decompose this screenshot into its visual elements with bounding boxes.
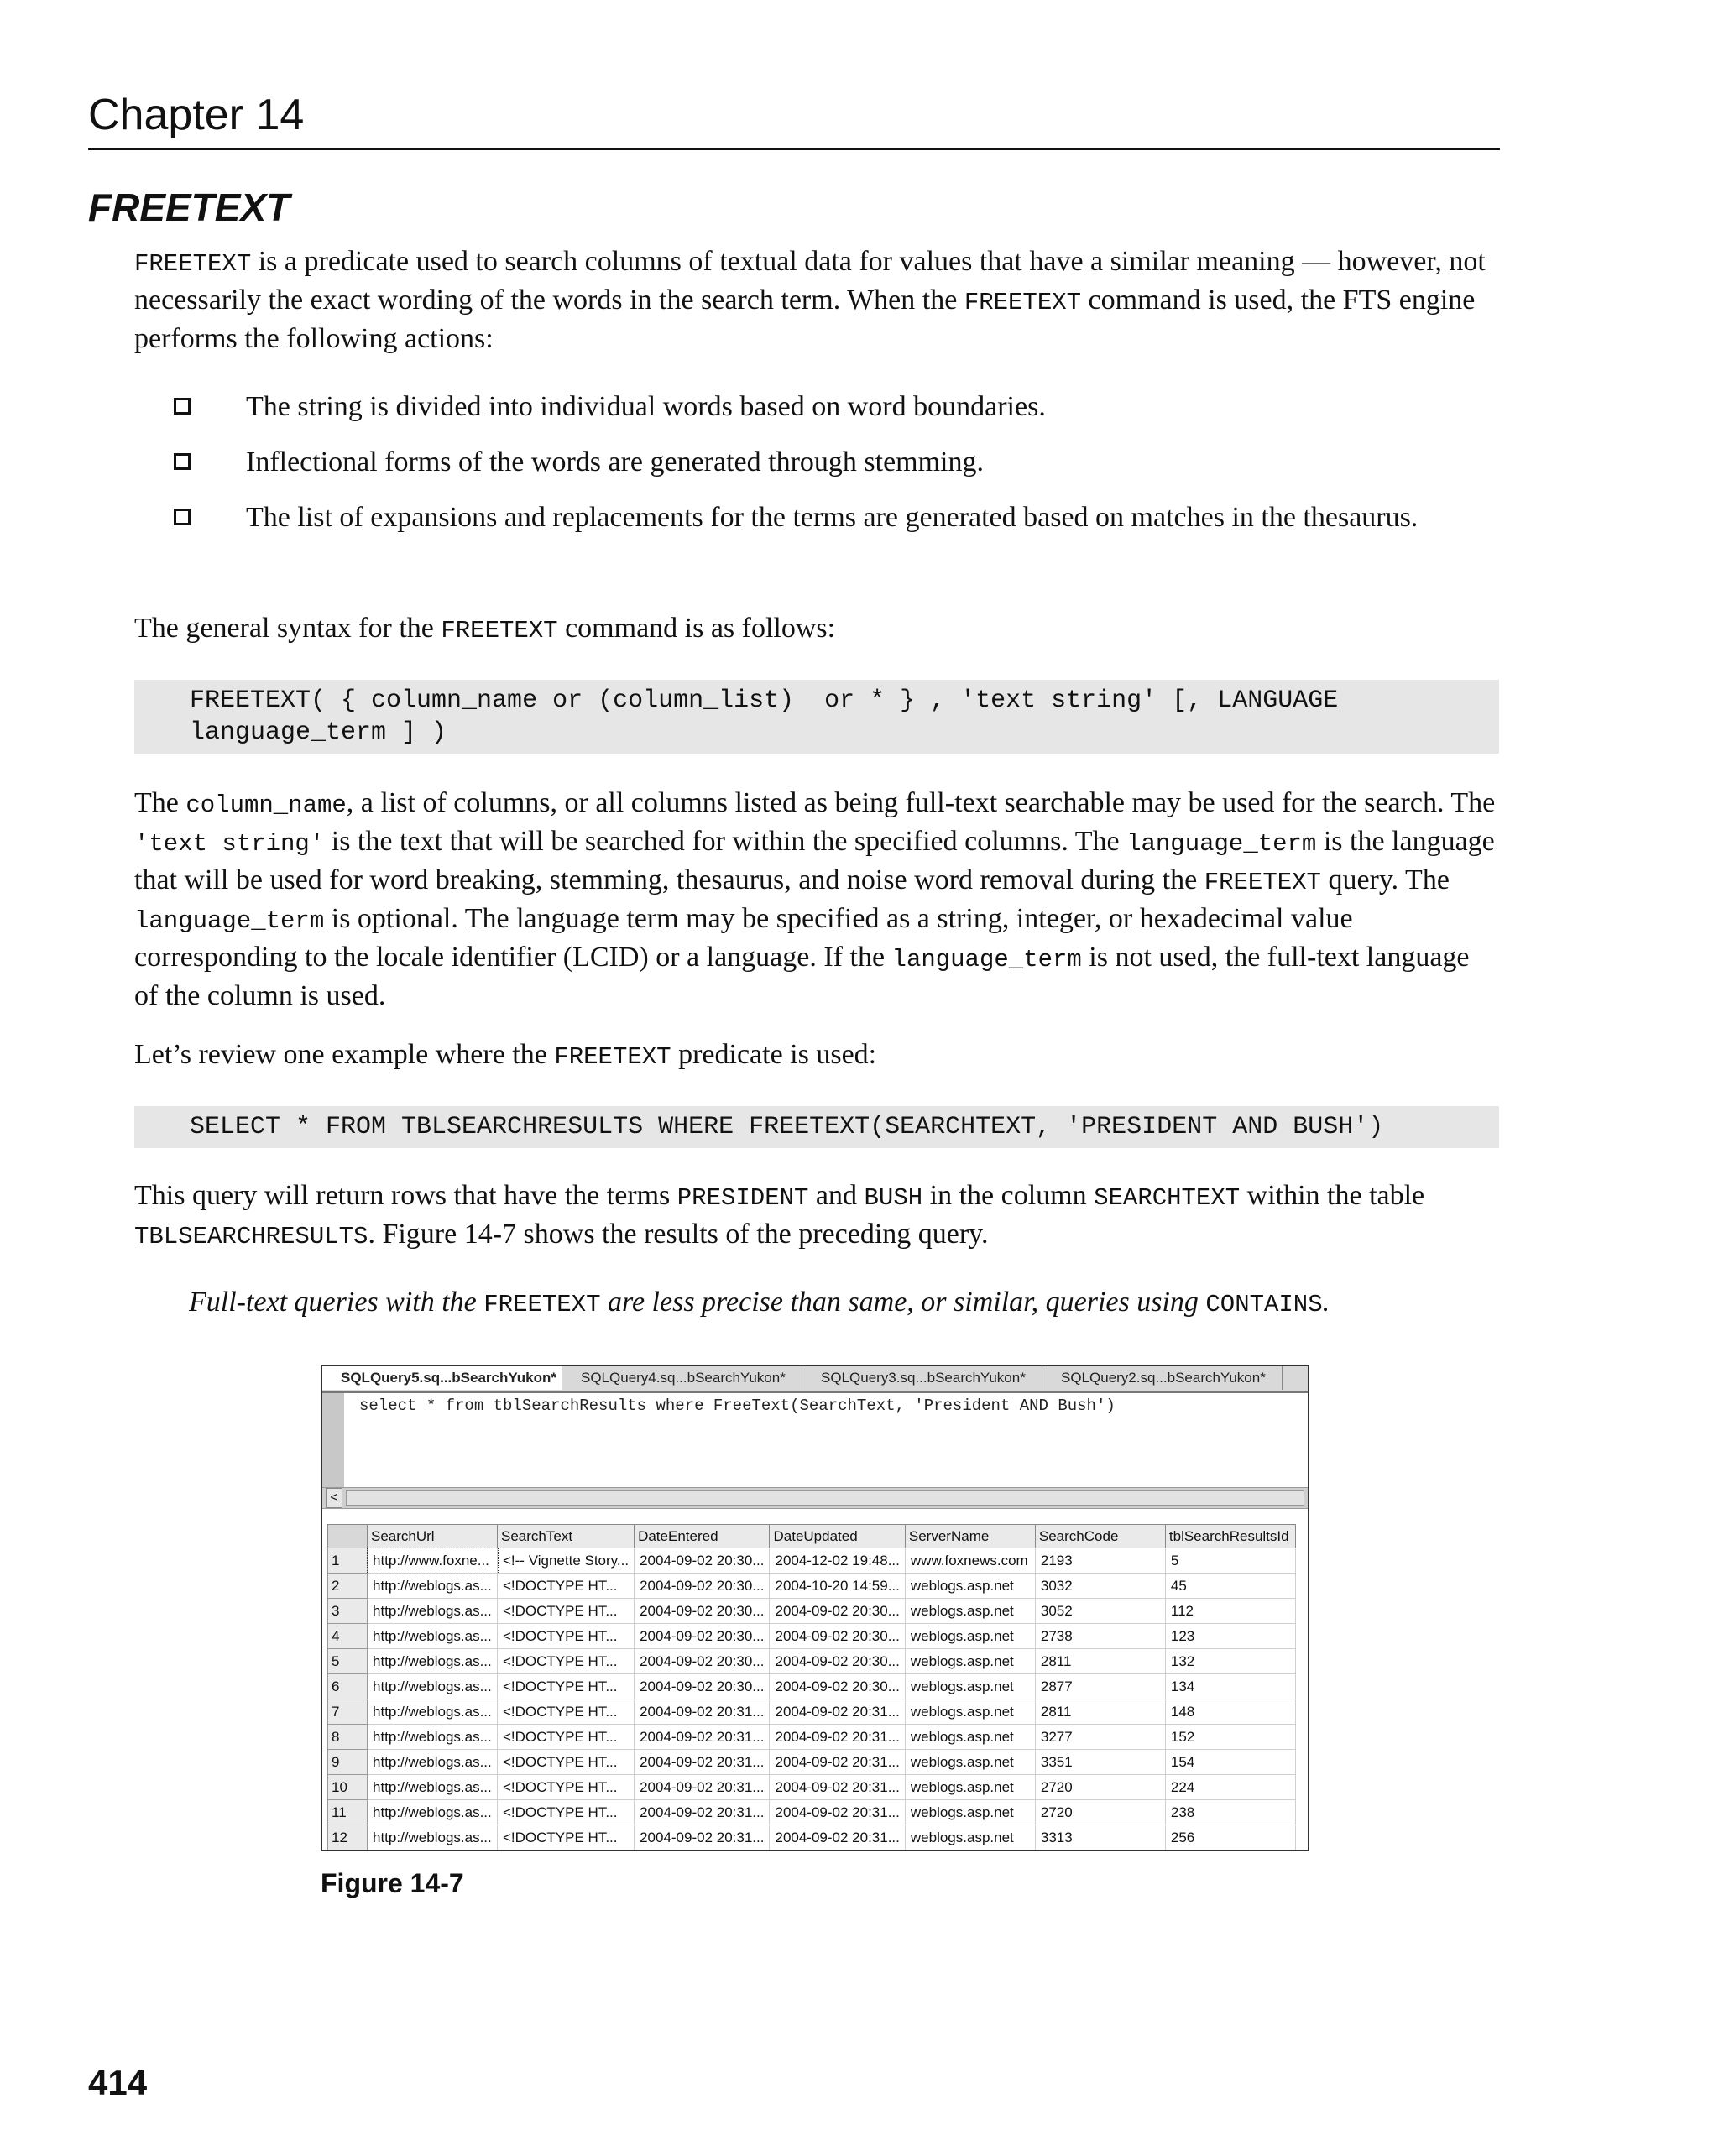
table-cell[interactable]: www.foxnews.com [905, 1548, 1035, 1574]
table-cell[interactable]: weblogs.asp.net [905, 1599, 1035, 1624]
table-cell[interactable]: http://weblogs.as... [368, 1624, 498, 1649]
table-cell[interactable]: <!DOCTYPE HT... [498, 1825, 635, 1851]
example-intro [134, 1036, 1499, 1075]
table-cell[interactable]: <!DOCTYPE HT... [498, 1775, 635, 1800]
table-cell[interactable]: 2004-09-02 20:31... [770, 1775, 905, 1800]
figure-caption: Figure 14-7 [321, 1868, 464, 1898]
column-header[interactable]: ServerName [905, 1525, 1035, 1548]
table-row[interactable] [328, 1574, 1296, 1599]
action-list [172, 389, 1498, 555]
query-window-screenshot [321, 1365, 1309, 1851]
column-header[interactable]: DateEntered [635, 1525, 770, 1548]
table-cell[interactable]: weblogs.asp.net [905, 1699, 1035, 1725]
table-cell[interactable]: 2004-09-02 20:30... [770, 1649, 905, 1674]
table-cell[interactable]: 2004-09-02 20:31... [635, 1750, 770, 1775]
table-cell[interactable]: 2004-09-02 20:30... [635, 1548, 770, 1574]
table-cell[interactable]: 3052 [1035, 1599, 1165, 1624]
section-title: FREETEXT [88, 185, 290, 229]
row-number[interactable]: 1 [328, 1548, 368, 1574]
table-cell[interactable]: <!DOCTYPE HT... [498, 1800, 635, 1825]
table-cell[interactable]: 2004-09-02 20:30... [770, 1599, 905, 1624]
list-item [172, 389, 1498, 425]
row-number[interactable]: 9 [328, 1750, 368, 1775]
table-row[interactable] [328, 1699, 1296, 1725]
table-cell[interactable]: 2193 [1035, 1548, 1165, 1574]
table-cell[interactable]: 2004-09-02 20:30... [635, 1599, 770, 1624]
table-cell[interactable]: 2004-09-02 20:30... [635, 1574, 770, 1599]
table-cell[interactable]: 2004-09-02 20:31... [635, 1725, 770, 1750]
table-cell[interactable]: weblogs.asp.net [905, 1725, 1035, 1750]
row-number[interactable]: 3 [328, 1599, 368, 1624]
column-header[interactable]: tblSearchResultsId [1165, 1525, 1295, 1548]
table-cell[interactable]: weblogs.asp.net [905, 1574, 1035, 1599]
text-run: The general syntax for the [134, 613, 442, 644]
explain-paragraph [134, 785, 1499, 1014]
table-cell[interactable]: 2004-09-02 20:30... [635, 1624, 770, 1649]
checkbox-bullet-icon [174, 453, 191, 470]
result-paragraph [134, 1177, 1499, 1255]
table-cell[interactable]: 238 [1165, 1800, 1295, 1825]
scroll-left-icon[interactable]: < [326, 1488, 342, 1508]
row-number[interactable]: 4 [328, 1624, 368, 1649]
row-number[interactable]: 7 [328, 1699, 368, 1725]
row-number[interactable]: 8 [328, 1725, 368, 1750]
code-term: FREETEXT [134, 250, 252, 278]
table-cell[interactable]: weblogs.asp.net [905, 1775, 1035, 1800]
row-number-header [328, 1525, 368, 1548]
table-cell[interactable]: 2720 [1035, 1800, 1165, 1825]
tab-sqlquery5[interactable]: SQLQuery5.sq...bSearchYukon* [322, 1366, 562, 1390]
text-run: This query will return rows that have the terms [134, 1180, 677, 1211]
table-cell[interactable]: 2738 [1035, 1624, 1165, 1649]
table-cell[interactable]: http://weblogs.as... [368, 1649, 498, 1674]
table-row[interactable] [328, 1548, 1296, 1574]
text-run: The [134, 787, 186, 818]
table-row[interactable] [328, 1750, 1296, 1775]
table-cell[interactable]: 2004-09-02 20:31... [770, 1699, 905, 1725]
table-cell[interactable]: 132 [1165, 1649, 1295, 1674]
row-number[interactable]: 6 [328, 1674, 368, 1699]
text-run: Let’s review one example where the [134, 1039, 555, 1070]
column-header[interactable]: SearchCode [1035, 1525, 1165, 1548]
code-term: language_term [891, 946, 1082, 974]
table-cell[interactable]: 154 [1165, 1750, 1295, 1775]
tab-sqlquery2[interactable]: SQLQuery2.sq...bSearchYukon* [1042, 1366, 1283, 1390]
table-cell[interactable]: <!DOCTYPE HT... [498, 1624, 635, 1649]
table-cell[interactable]: 45 [1165, 1574, 1295, 1599]
column-header[interactable]: SearchText [498, 1525, 635, 1548]
code-term: SEARCHTEXT [1094, 1184, 1241, 1212]
table-cell[interactable]: 2811 [1035, 1699, 1165, 1725]
text-run: in the column [922, 1180, 1095, 1211]
table-cell[interactable]: 3032 [1035, 1574, 1165, 1599]
table-cell[interactable]: 2004-09-02 20:30... [770, 1624, 905, 1649]
tab-sqlquery4[interactable]: SQLQuery4.sq...bSearchYukon* [562, 1366, 802, 1390]
code-term: FREETEXT [483, 1291, 601, 1318]
text-run: are less precise than same, or similar, queries using [600, 1287, 1206, 1318]
table-cell[interactable]: 2004-10-20 14:59... [770, 1574, 905, 1599]
text-run: command is as follows: [557, 613, 836, 644]
code-term: FREETEXT [554, 1043, 671, 1071]
code-term: BUSH [864, 1184, 923, 1212]
table-cell[interactable]: 2004-09-02 20:31... [635, 1775, 770, 1800]
table-cell[interactable]: 2004-09-02 20:30... [635, 1649, 770, 1674]
table-cell[interactable]: 123 [1165, 1624, 1295, 1649]
table-row[interactable] [328, 1599, 1296, 1624]
table-cell[interactable]: 148 [1165, 1699, 1295, 1725]
table-row[interactable] [328, 1624, 1296, 1649]
table-cell[interactable]: 2004-09-02 20:31... [635, 1800, 770, 1825]
table-cell[interactable]: 3277 [1035, 1725, 1165, 1750]
row-number[interactable]: 10 [328, 1775, 368, 1800]
row-number[interactable]: 11 [328, 1800, 368, 1825]
page-number: 414 [88, 2063, 148, 2102]
table-cell[interactable]: weblogs.asp.net [905, 1624, 1035, 1649]
syntax-intro [134, 610, 1499, 649]
syntax-code-block: FREETEXT( { column_name or (column_list) or * } , 'text string' [, LANGUAGE language_term ] ) [134, 680, 1499, 754]
table-cell[interactable]: 3351 [1035, 1750, 1165, 1775]
table-cell[interactable]: 3313 [1035, 1825, 1165, 1851]
text-run: and [808, 1180, 865, 1211]
table-cell[interactable]: http://weblogs.as... [368, 1750, 498, 1775]
code-term: CONTAINS [1205, 1291, 1323, 1318]
table-cell[interactable]: http://weblogs.as... [368, 1574, 498, 1599]
table-cell[interactable]: <!DOCTYPE HT... [498, 1574, 635, 1599]
text-run: Full-text queries with the [189, 1287, 484, 1318]
scroll-thumb[interactable] [346, 1490, 1304, 1506]
table-row[interactable] [328, 1649, 1296, 1674]
table-cell[interactable]: http://weblogs.as... [368, 1775, 498, 1800]
code-term: PRESIDENT [677, 1184, 809, 1212]
table-cell[interactable]: 2004-09-02 20:31... [770, 1750, 905, 1775]
table-cell[interactable]: <!DOCTYPE HT... [498, 1725, 635, 1750]
table-cell[interactable]: 134 [1165, 1674, 1295, 1699]
note-paragraph [189, 1284, 1330, 1323]
list-item [172, 444, 1498, 480]
text-run: within the table [1240, 1180, 1425, 1211]
table-cell[interactable]: http://weblogs.as... [368, 1825, 498, 1851]
table-cell[interactable]: weblogs.asp.net [905, 1674, 1035, 1699]
text-run: predicate is used: [671, 1039, 877, 1070]
code-term: language_term [134, 907, 325, 935]
code-term: language_term [1126, 830, 1317, 858]
table-cell[interactable]: <!-- Vignette Story... [498, 1548, 635, 1574]
chapter-header: Chapter 14 [88, 87, 1500, 150]
table-cell[interactable]: http://weblogs.as... [368, 1725, 498, 1750]
text-run: is the text that will be searched for within the specified columns. The [324, 826, 1127, 857]
table-cell[interactable]: 2004-09-02 20:31... [770, 1725, 905, 1750]
table-cell[interactable]: 2811 [1035, 1649, 1165, 1674]
tab-sqlquery3[interactable]: SQLQuery3.sq...bSearchYukon* [802, 1366, 1042, 1390]
table-cell[interactable]: 2004-09-02 20:31... [770, 1825, 905, 1851]
table-cell[interactable]: 2004-12-02 19:48... [770, 1548, 905, 1574]
table-cell[interactable]: 112 [1165, 1599, 1295, 1624]
code-term: 'text string' [134, 830, 325, 858]
table-row[interactable] [328, 1674, 1296, 1699]
table-cell[interactable]: 2004-09-02 20:30... [635, 1674, 770, 1699]
table-cell[interactable]: weblogs.asp.net [905, 1800, 1035, 1825]
table-cell[interactable]: 2004-09-02 20:30... [770, 1674, 905, 1699]
column-header[interactable]: DateUpdated [770, 1525, 905, 1548]
code-term: FREETEXT [1204, 869, 1321, 896]
table-cell[interactable]: 256 [1165, 1825, 1295, 1851]
column-header[interactable]: SearchUrl [368, 1525, 498, 1548]
grid-header-row [328, 1525, 1296, 1548]
results-grid [327, 1524, 1296, 1851]
table-cell[interactable]: 2004-09-02 20:31... [635, 1825, 770, 1851]
text-run: . [1322, 1287, 1330, 1318]
code-term: column_name [185, 791, 347, 819]
table-cell[interactable]: <!DOCTYPE HT... [498, 1750, 635, 1775]
table-cell[interactable]: weblogs.asp.net [905, 1825, 1035, 1851]
row-number[interactable]: 12 [328, 1825, 368, 1851]
table-row[interactable] [328, 1825, 1296, 1851]
list-item [172, 499, 1498, 535]
horizontal-scrollbar[interactable] [322, 1487, 1308, 1509]
table-cell[interactable]: <!DOCTYPE HT... [498, 1699, 635, 1725]
table-cell[interactable]: http://weblogs.as... [368, 1674, 498, 1699]
row-number[interactable]: 2 [328, 1574, 368, 1599]
text-run: is a predicate used to search columns of textual data for values that have a similar meaning — however, not necessarily the exact wording of the words in the search term. When the [134, 246, 1486, 316]
code-term: TBLSEARCHRESULTS [134, 1223, 368, 1250]
checkbox-bullet-icon [174, 509, 191, 525]
table-cell[interactable]: http://weblogs.as... [368, 1800, 498, 1825]
table-cell[interactable]: <!DOCTYPE HT... [498, 1599, 635, 1624]
text-run: is not used, the full-text language of the column is used. [134, 942, 1470, 1011]
code-term: FREETEXT [964, 289, 1082, 316]
list-item-text: Inflectional forms of the words are generated through stemming. [246, 446, 985, 478]
table-cell[interactable]: <!DOCTYPE HT... [498, 1649, 635, 1674]
table-cell[interactable]: 5 [1165, 1548, 1295, 1574]
table-cell[interactable]: 2004-09-02 20:31... [635, 1699, 770, 1725]
intro-paragraph [134, 243, 1499, 357]
table-cell[interactable]: http://weblogs.as... [368, 1699, 498, 1725]
table-row[interactable] [328, 1775, 1296, 1800]
table-cell[interactable]: <!DOCTYPE HT... [498, 1674, 635, 1699]
table-cell[interactable]: 224 [1165, 1775, 1295, 1800]
table-cell[interactable]: weblogs.asp.net [905, 1649, 1035, 1674]
list-item-text: The list of expansions and replacements for the terms are generated based on matches in the thesaurus. [246, 502, 1419, 533]
table-cell[interactable]: 2720 [1035, 1775, 1165, 1800]
text-run: , a list of columns, or all columns listed as being full-text searchable may be used for the search. The [346, 787, 1496, 818]
text-run: is optional. The language term may be specified as a string, integer, or hexadecimal value corresponding to the locale identifier (LCID) or a language. If the [134, 903, 1353, 973]
text-run: . Figure 14-7 shows the results of the preceding query. [368, 1219, 989, 1250]
editor-tabs [322, 1366, 1308, 1393]
table-cell[interactable]: http://www.foxne... [368, 1548, 498, 1574]
table-cell[interactable]: 152 [1165, 1725, 1295, 1750]
row-number[interactable]: 5 [328, 1649, 368, 1674]
table-row[interactable] [328, 1800, 1296, 1825]
code-term: FREETEXT [441, 617, 558, 645]
table-cell[interactable]: 2004-09-02 20:31... [770, 1800, 905, 1825]
query-editor[interactable]: select * from tblSearchResults where FreeText(SearchText, 'President AND Bush') [322, 1393, 1308, 1487]
text-run: is the language that will be used for word breaking, stemming, thesaurus, and noise word removal during the [134, 826, 1495, 895]
table-cell[interactable]: weblogs.asp.net [905, 1750, 1035, 1775]
table-row[interactable] [328, 1725, 1296, 1750]
text-run: query. The [1320, 864, 1450, 895]
example-code-block: SELECT * FROM TBLSEARCHRESULTS WHERE FREETEXT(SEARCHTEXT, 'PRESIDENT AND BUSH') [134, 1106, 1499, 1148]
checkbox-bullet-icon [174, 398, 191, 415]
table-cell[interactable]: 2877 [1035, 1674, 1165, 1699]
table-cell[interactable]: http://weblogs.as... [368, 1599, 498, 1624]
list-item-text: The string is divided into individual words based on word boundaries. [246, 391, 1046, 422]
text-run: command is used, the FTS engine performs the following actions: [134, 285, 1476, 354]
